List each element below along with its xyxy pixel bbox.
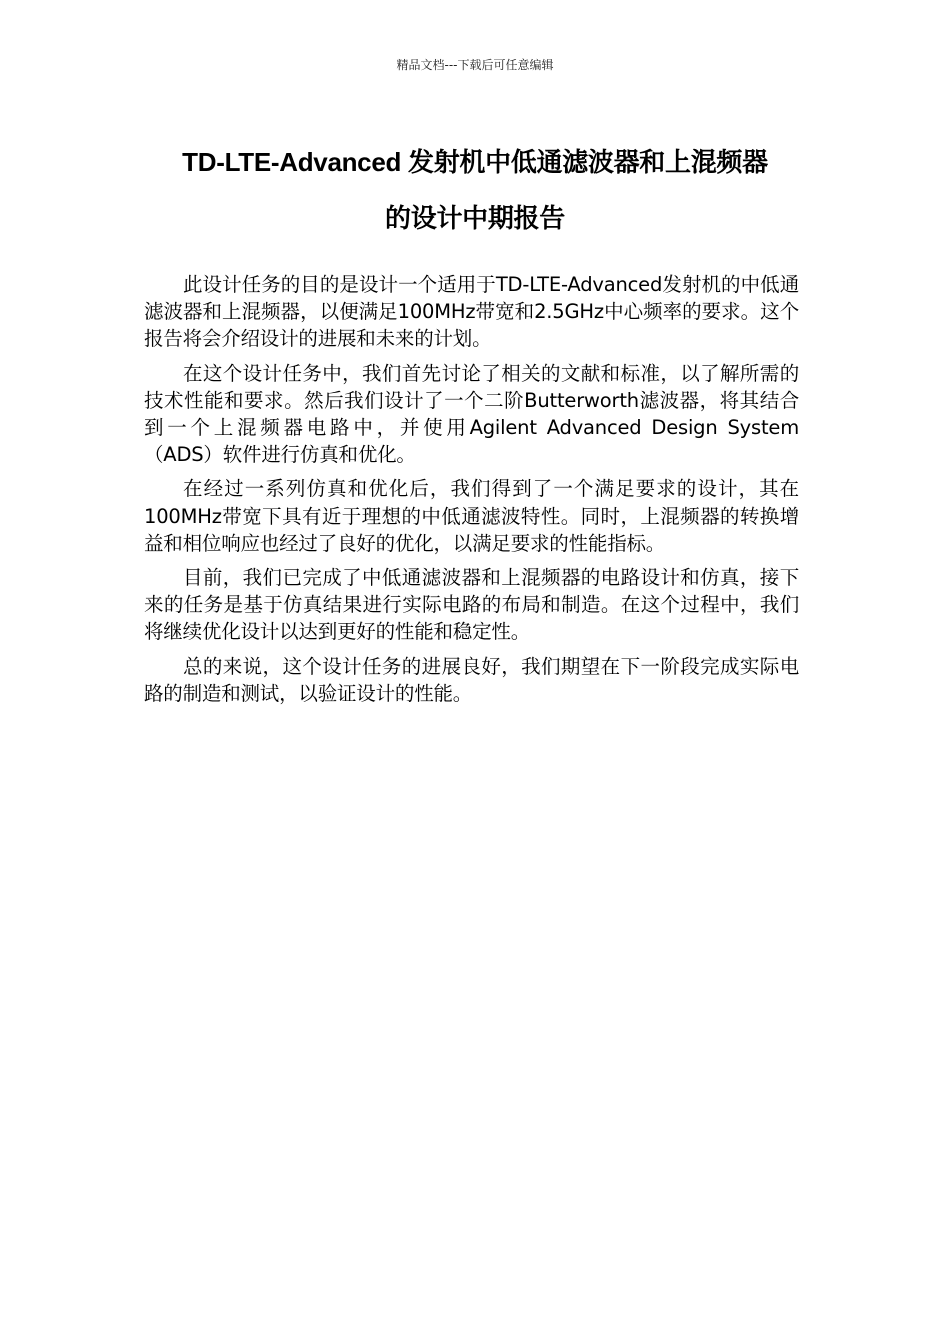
document-title xyxy=(120,134,830,246)
paragraph-1: 此设计任务的目的是设计一个适用于TD-LTE-Advanced发射机的中低通滤波器和上混频器，以便满足100MHz带宽和2.5GHz中心频率的要求。这个报告将会介绍设计的进展和未来的计划。 xyxy=(144,273,799,351)
document-body xyxy=(144,271,799,714)
paragraph-5: 总的来说，这个设计任务的进展良好，我们期望在下一阶段完成实际电路的制造和测试，以验证设计的性能。 xyxy=(144,654,799,705)
paragraph-2: 在这个设计任务中，我们首先讨论了相关的文献和标准，以了解所需的技术性能和要求。然后我们设计了一个二阶Butterworth滤波器，将其结合到一个上混频器电路中，并使用Agilent Advanced Design System（ADS）软件进行仿真和优化。 xyxy=(144,361,799,467)
title-line-2: 的设计中期报告 xyxy=(385,203,565,233)
paragraph-4: 目前，我们已完成了中低通滤波器和上混频器的电路设计和仿真，接下来的任务是基于仿真结果进行实际电路的布局和制造。在这个过程中，我们将继续优化设计以达到更好的性能和稳定性。 xyxy=(144,566,799,644)
header-note: 精品文档---下载后可任意编辑 xyxy=(396,58,554,72)
paragraph-3: 在经过一系列仿真和优化后，我们得到了一个满足要求的设计，其在100MHz带宽下具有近于理想的中低通滤波特性。同时，上混频器的转换增益和相位响应也经过了良好的优化，以满足要求的性能指标。 xyxy=(144,477,799,555)
title-line-1: TD-LTE-Advanced 发射机中低通滤波器和上混频器 xyxy=(182,147,768,177)
